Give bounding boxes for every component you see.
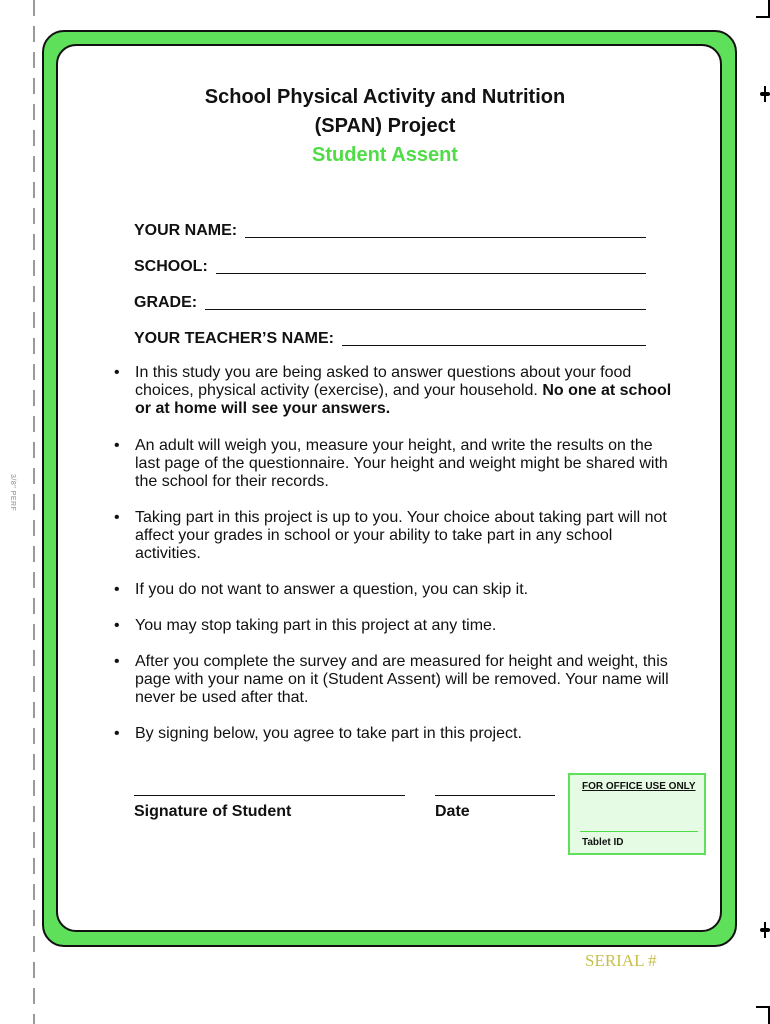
name-field-line[interactable] [245, 224, 646, 238]
bullet-text: An adult will weigh you, measure your height, and write the results on the last page of the questionnaire. Your height and weight might be shared with the school for their records. [135, 437, 668, 490]
student-signature-line[interactable] [134, 795, 405, 796]
bullet-item [114, 364, 674, 418]
bullet-dot: • [114, 437, 120, 454]
crop-mark-bottom-right [756, 1006, 770, 1024]
perforation-label: 3/8" PERF [9, 474, 16, 512]
grade-field-line[interactable] [205, 296, 646, 310]
name-field-label: YOUR NAME: [134, 222, 238, 239]
office-use-title: FOR OFFICE USE ONLY [582, 781, 696, 792]
bullet-dot: • [114, 653, 120, 670]
form-title-line1: School Physical Activity and Nutrition [204, 86, 566, 108]
form-subtitle: Student Assent [312, 144, 458, 166]
date-line[interactable] [435, 795, 555, 796]
grade-field-label: GRADE: [134, 294, 198, 311]
registration-mark-bottom [760, 922, 770, 938]
teacher-field-label: YOUR TEACHER’S NAME: [134, 330, 335, 347]
bullet-text: You may stop taking part in this project at any time. [135, 617, 497, 634]
date-label: Date [435, 803, 470, 820]
bullet-item [114, 581, 674, 599]
bullet-bold-text: No one at school or at home will see your answers. [135, 382, 672, 417]
bullet-item [114, 725, 674, 743]
school-field-label: SCHOOL: [134, 258, 208, 275]
bullet-item [114, 437, 674, 491]
tablet-id-label: Tablet ID [582, 837, 624, 848]
crop-mark-top-right [756, 0, 770, 18]
bullet-dot: • [114, 725, 120, 742]
bullet-item [114, 653, 674, 707]
bullet-text: By signing below, you agree to take part in this project. [135, 725, 522, 742]
bullet-text: In this study you are being asked to answer questions about your food choices, physical activity (exercise), and your household. [135, 364, 632, 399]
serial-number-label: SERIAL # [585, 951, 657, 970]
bullet-text: Taking part in this project is up to you. Your choice about taking part will not affect your grades in school or your ability to take part in any school activities. [135, 509, 667, 562]
bullet-item [114, 509, 674, 563]
tablet-id-line[interactable] [580, 831, 698, 832]
name-field[interactable] [134, 218, 646, 240]
bullet-text: If you do not want to answer a question, you can skip it. [135, 581, 529, 598]
bullet-dot: • [114, 581, 120, 598]
teacher-field[interactable] [134, 326, 646, 348]
student-signature-label: Signature of Student [134, 803, 292, 820]
office-use-box [568, 773, 706, 855]
grade-field[interactable] [134, 290, 646, 312]
teacher-field-line[interactable] [342, 332, 646, 346]
bullet-dot: • [114, 364, 120, 381]
school-field-line[interactable] [216, 260, 646, 274]
bullet-item [114, 617, 674, 635]
form-title-line2: (SPAN) Project [314, 115, 456, 137]
bullet-text: After you complete the survey and are measured for height and weight, this page with your name on it (Student Assent) will be removed. Your name will never be used after that. [135, 653, 669, 706]
school-field[interactable] [134, 254, 646, 276]
bullet-dot: • [114, 617, 120, 634]
bullet-dot: • [114, 509, 120, 526]
